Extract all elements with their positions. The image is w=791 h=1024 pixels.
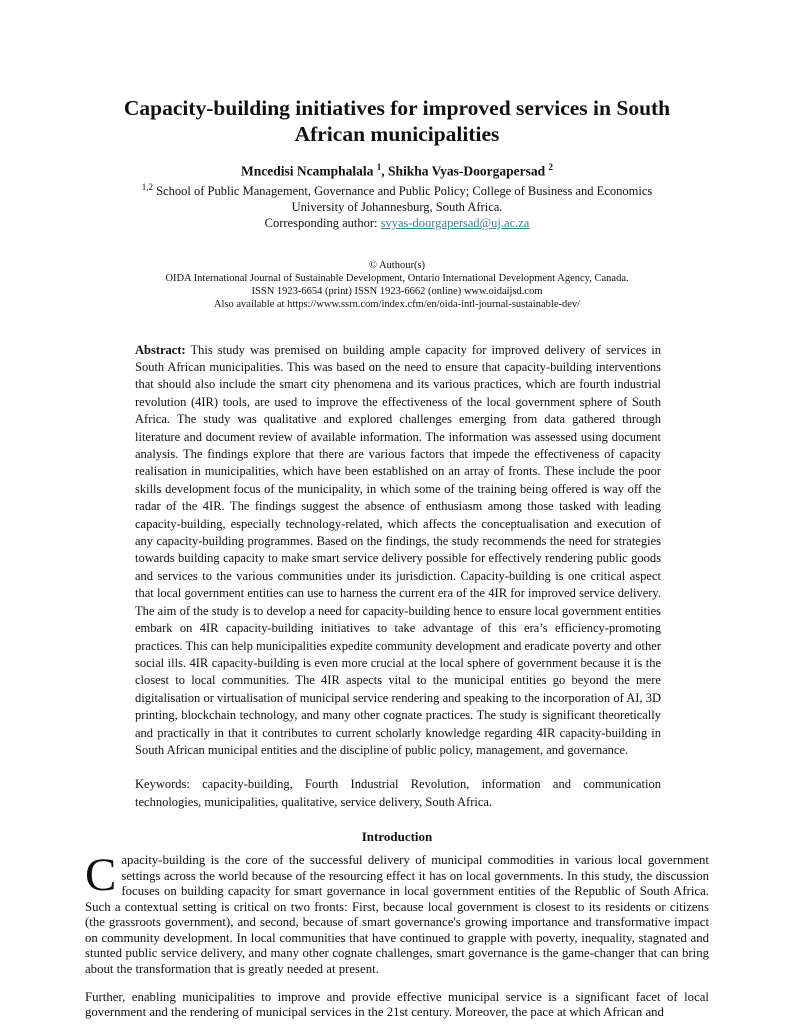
paper-title xyxy=(85,95,709,147)
corresponding-author-email-link[interactable]: svyas-doorgapersad@uj.ac.za xyxy=(380,216,530,231)
affiliation-line-1 xyxy=(85,182,709,199)
introduction-paragraph-1-text: apacity-building is the core of the successful delivery of municipal commodities in various local government settings across the world because of the resourcing effect it has on local governments. In this study, the discussion focuses on building capacity for smart governance in local government entities of the Republic of South Africa. Such a contextual setting is critical on two fronts: First, because local government is closest to its residents or citizens (the grassroots government), and second, because of smart governance's growing importance and transformative impact on community development. In local communities that have continued to grapple with poverty, inequality, stagnated and stunted public service delivery, and many other cognate challenges, smart governance is the game-changer that can bring about the transformation that is greatly needed at present. xyxy=(85,853,709,976)
abstract-body: This study was premised on building ample capacity for improved delivery of services in South African municipalities. This was based on the need to ensure that capacity-building interventions that should also include the smart city phenomena and its various practices, which are fourth industrial revolution (4IR) tools, are used to improve the effectiveness of the local government sphere of South Africa. The study was qualitative and explored challenges emerging from data gathered through literature and document review of available information. The information was assessed using document analysis. The findings explore that there are various factors that impede the effectiveness of capacity realisation in municipalities, which have been established on an array of fronts. These include the poor skills development focus of the municipality, in which some of the training being offered is way off the radar of the 4IR. The findings suggest the absence of enthusiasm among those tasked with leading capacity-building, especially technology-related, which affects the conceptualisation and execution of any capacity-building programmes. Based on the findings, the study recommends the need for strategies towards building capacity to make smart service delivery possible for effectively rendering public goods and services to the various communities under its jurisdiction. Capacity-building is one critical aspect that local government entities can use to harness the current era of the 4IR for improved service delivery. The aim of the study is to develop a need for capacity-building hence to ensure local government entities embark on 4IR capacity-building initiatives to take advantage of this era’s efficiency-promoting practices. This can help municipalities expedite community development and eradicate poverty and other social ills. 4IR capacity-building is even more crucial at the local sphere of government because it is the closest to local communities. The 4IR aspects vital to the municipal entities go beyond the mere digitalisation or virtualisation of municipal service rendering and speaking to the incorporation of AI, 3D printing, blockchain technology, and many other cognate practices. The study is significant theoretically and practically in that it contributes to current scholarly knowledge regarding 4IR capacity-building in South African municipal entities and the discipline of public policy, management, and governance. xyxy=(135,342,661,757)
keywords-paragraph: Keywords: capacity-building, Fourth Industrial Revolution, information and communication technologies, municipalities, qualitative, service delivery, South Africa. xyxy=(135,777,661,809)
paper-title-line1: Capacity-building initiatives for improved services in South xyxy=(123,96,671,120)
introduction-paragraph-2: Further, enabling municipalities to improve and provide effective municipal service is a significant facet of local government and the rendering of municipal services in the 21st century. Moreover, the pace at which African and xyxy=(85,989,709,1020)
author-2-name: Shikha Vyas-Doorgapersad xyxy=(387,163,549,179)
journal-imprint-block xyxy=(85,259,709,312)
affiliation-block xyxy=(85,182,709,231)
corresponding-author-line xyxy=(85,215,709,231)
author-1-name: Mncedisi Ncamphalala xyxy=(240,163,377,179)
abstract-paragraph xyxy=(135,342,661,760)
copyright-line: © Authour(s) xyxy=(368,260,426,272)
drop-cap: C xyxy=(85,849,117,902)
paper-title-line2: African municipalities xyxy=(294,122,500,147)
journal-name-line: OIDA International Journal of Sustainable Development, Ontario International Development Agency, Canada. xyxy=(165,273,629,285)
author-separator: , xyxy=(381,163,388,179)
affiliation-school: School of Public Management, Governance and Public Policy; College of Business and Economics xyxy=(153,184,653,199)
affiliation-markers: 1,2 xyxy=(141,181,154,192)
introduction-heading: Introduction xyxy=(361,829,433,845)
availability-line: Also available at https://www.ssrn.com/index.cfm/en/oida-intl-journal-sustainable-dev/ xyxy=(213,299,581,311)
abstract-label: Abstract: xyxy=(135,342,186,357)
affiliation-line-2: University of Johannesburg, South Africa. xyxy=(291,200,503,215)
authors-line xyxy=(85,162,709,180)
introduction-paragraph-1 xyxy=(85,849,709,977)
author-2-affiliation-marker: 2 xyxy=(548,162,554,173)
author-1-affiliation-marker: 1 xyxy=(376,162,382,173)
corresponding-author-label: Corresponding author: xyxy=(264,216,381,231)
issn-line: ISSN 1923-6654 (print) ISSN 1923-6662 (online) www.oidaijsd.com xyxy=(251,286,543,298)
